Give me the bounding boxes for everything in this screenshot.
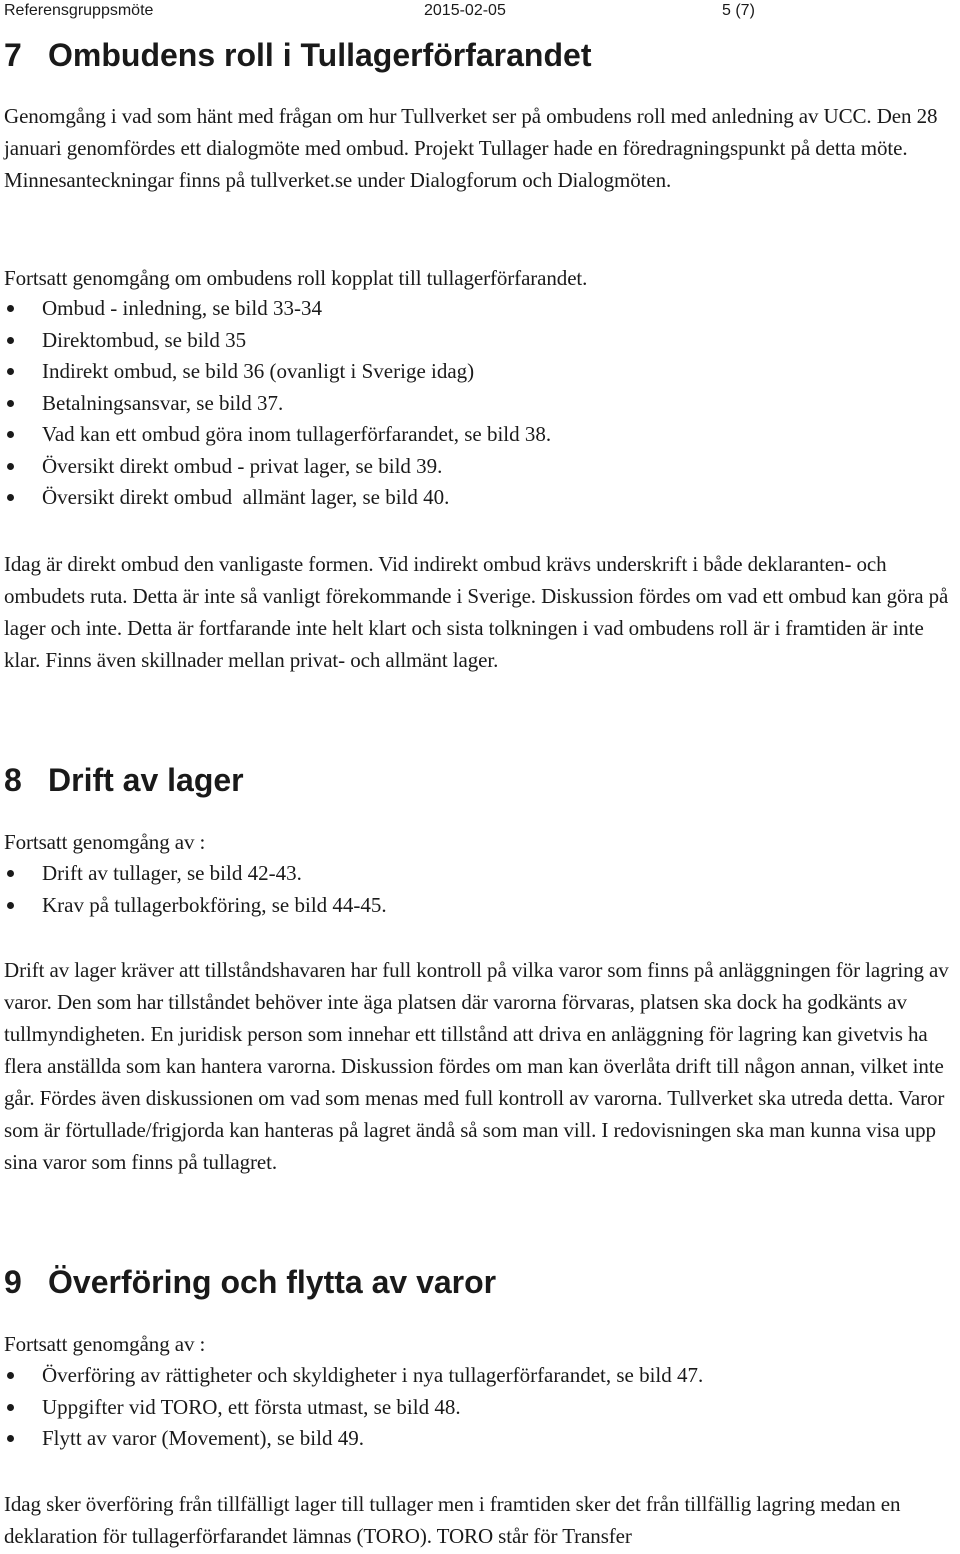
section-7-heading xyxy=(4,35,954,75)
bullet-icon xyxy=(7,870,14,877)
list-item: Översikt direkt ombud - privat lager, se bild 39. xyxy=(4,451,954,483)
paragraph: Fortsatt genomgång av : xyxy=(4,830,206,854)
list-item: Uppgifter vid TORO, ett första utmast, se bild 48. xyxy=(4,1392,954,1424)
bullet-list xyxy=(4,1360,954,1455)
section-7-closing xyxy=(4,548,954,676)
list-item: Indirekt ombud, se bild 36 (ovanligt i Sverige idag) xyxy=(4,356,954,388)
section-number: 7 xyxy=(4,37,22,73)
section-7-lead xyxy=(4,262,954,294)
section-9-bullets xyxy=(4,1360,954,1455)
section-heading xyxy=(4,1262,954,1302)
list-item: Flytt av varor (Movement), se bild 49. xyxy=(4,1423,954,1455)
paragraph: Fortsatt genomgång om ombudens roll kopplat till tullagerförfarandet. xyxy=(4,266,588,290)
section-number: 9 xyxy=(4,1264,22,1300)
bullet-icon xyxy=(7,1435,14,1442)
list-item: Ombud - inledning, se bild 33-34 xyxy=(4,293,954,325)
section-title: Överföring och flytta av varor xyxy=(48,1264,497,1300)
paragraph: Idag är direkt ombud den vanligaste formen. Vid indirekt ombud krävs underskrift i både deklaranten- och ombudets ruta. Detta är inte så vanligt förekommande i Sverige. Diskussion fördes om vad ett ombud kan göra på lager och inte. Detta är fortfarande inte helt klart och sista tolkningen i vad ombudens roll är i framtiden är inte klar. Finns även skillnader mellan privat- och allmänt lager. xyxy=(4,552,949,672)
list-item: Vad kan ett ombud göra inom tullagerförfarandet, se bild 38. xyxy=(4,419,954,451)
section-8-body xyxy=(4,954,954,1178)
section-9-heading xyxy=(4,1262,954,1302)
bullet-icon xyxy=(7,400,14,407)
list-item: Drift av tullager, se bild 42-43. xyxy=(4,858,954,890)
header-meeting-name: Referensgruppsmöte xyxy=(4,2,154,19)
bullet-icon xyxy=(7,902,14,909)
section-heading xyxy=(4,35,954,75)
list-item: Krav på tullagerbokföring, se bild 44-45. xyxy=(4,890,954,922)
section-7-bullets xyxy=(4,293,954,514)
paragraph: Drift av lager kräver att tillståndshavaren har full kontroll på vilka varor som finns på anläggningen för lagring av varor. Den som har tillståndet behöver inte äga platsen där varorna förvaras, platsen ska dock ha godkänts av tullmyndigheten. En juridisk person som innehar ett tillstånd att driva en anläggning för lagring kan givetvis ha flera anställda som kan hantera varorna. Diskussion fördes om man kan överlåta drift till någon annan, vilket inte går. Fördes även diskussionen om vad som menas med full kontroll av varorna. Tullverket ska utreda detta. Varor som är förtullade/frigjorda kan hanteras på lagret ändå så som man vill. I redovisningen ska man kunna visa upp sina varor som finns på tullagret. xyxy=(4,958,949,1174)
header-page-number: 5 (7) xyxy=(722,2,755,19)
bullet-list xyxy=(4,293,954,514)
bullet-icon xyxy=(7,368,14,375)
paragraph: Genomgång i vad som hänt med frågan om hur Tullverket ser på ombudens roll med anledning av UCC. Den 28 januari genomfördes ett dialogmöte med ombud. Projekt Tullager hade en föredragningspunkt på detta möte. Minnesanteckningar finns på tullverket.se under Dialogforum och Dialogmöten. xyxy=(4,104,938,192)
page-header xyxy=(0,0,960,26)
section-8-heading xyxy=(4,760,954,800)
bullet-icon xyxy=(7,305,14,312)
bullet-icon xyxy=(7,463,14,470)
bullet-icon xyxy=(7,431,14,438)
section-8-lead xyxy=(4,826,954,858)
bullet-icon xyxy=(7,1404,14,1411)
section-8-bullets xyxy=(4,858,954,921)
bullet-list xyxy=(4,858,954,921)
header-date: 2015-02-05 xyxy=(424,2,506,19)
section-7-intro xyxy=(4,100,954,196)
section-number: 8 xyxy=(4,762,22,798)
list-item: Betalningsansvar, se bild 37. xyxy=(4,388,954,420)
section-9-body xyxy=(4,1488,954,1552)
list-item: Direktombud, se bild 35 xyxy=(4,325,954,357)
section-9-lead xyxy=(4,1328,954,1360)
paragraph: Fortsatt genomgång av : xyxy=(4,1332,206,1356)
list-item: Översikt direkt ombud allmänt lager, se bild 40. xyxy=(4,482,954,514)
section-title: Ombudens roll i Tullagerförfarandet xyxy=(48,37,592,73)
bullet-icon xyxy=(7,337,14,344)
bullet-icon xyxy=(7,494,14,501)
list-item: Överföring av rättigheter och skyldigheter i nya tullagerförfarandet, se bild 47. xyxy=(4,1360,954,1392)
section-heading xyxy=(4,760,954,800)
section-title: Drift av lager xyxy=(48,762,244,798)
paragraph: Idag sker överföring från tillfälligt lager till tullager men i framtiden sker det från tillfällig lagring medan en deklaration för tullagerförfarandet lämnas (TORO). TORO står för Transfer xyxy=(4,1492,901,1548)
bullet-icon xyxy=(7,1372,14,1379)
